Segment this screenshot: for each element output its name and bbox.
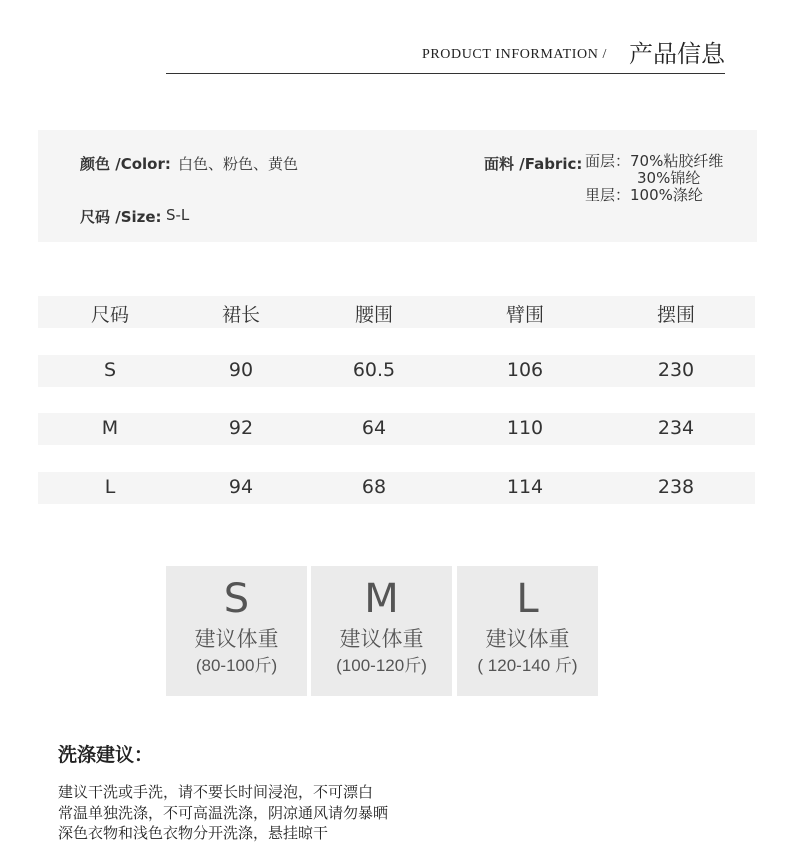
color-value: 白色、粉色、黄色	[178, 155, 299, 173]
color-label: 颜色 /Color:	[80, 155, 171, 173]
table-header-cell: 腰围	[354, 304, 394, 326]
table-cell: 238	[657, 476, 695, 498]
fabric-line: 里层：100%涤纶	[585, 186, 703, 204]
table-cell: 230	[657, 359, 695, 381]
weight-card-m	[311, 566, 452, 696]
weight-card-l	[457, 566, 598, 696]
table-row	[38, 355, 755, 387]
table-cell: M	[101, 417, 119, 439]
table-header-cell: 摆围	[656, 304, 696, 326]
card-label: 建议体重	[194, 627, 279, 651]
size-label: 尺码 /Size:	[80, 208, 162, 226]
table-row	[38, 413, 755, 445]
table-header-cell: 裙长	[221, 304, 261, 326]
table-cell: L	[104, 476, 116, 498]
table-cell: 92	[228, 417, 254, 439]
washing-line: 深色衣物和浅色衣物分开洗涤，悬挂晾干	[58, 824, 329, 842]
table-cell: 234	[657, 417, 695, 439]
product-info-panel	[38, 130, 757, 242]
table-cell: 64	[361, 417, 387, 439]
card-size: S	[223, 576, 250, 622]
section-header	[166, 30, 725, 74]
fabric-label: 面料 /Fabric:	[484, 155, 583, 173]
header-title-cn: 产品信息	[629, 40, 725, 68]
card-range: ( 120-140 斤)	[477, 656, 578, 675]
table-cell: 110	[506, 417, 544, 439]
fabric-details	[585, 153, 723, 204]
card-range: (80-100斤)	[195, 656, 278, 675]
washing-line: 常温单独洗涤，不可高温洗涤，阴凉通风请勿暴晒	[58, 803, 389, 822]
card-label: 建议体重	[339, 627, 424, 651]
table-header-cell: 尺码	[90, 304, 130, 326]
card-size: L	[516, 576, 539, 622]
washing-line: 建议干洗或手洗，请不要长时间浸泡，不可漂白	[58, 783, 374, 801]
card-size: M	[364, 576, 399, 622]
table-cell: 106	[506, 359, 544, 381]
card-range: (100-120斤)	[336, 656, 427, 675]
card-label: 建议体重	[485, 627, 570, 651]
washing-title: 洗涤建议：	[58, 744, 154, 766]
table-cell: S	[103, 359, 117, 381]
size-value: S-L	[166, 206, 190, 224]
table-row	[38, 472, 755, 504]
fabric-line: 30%锦纶	[637, 169, 701, 187]
table-cell: 90	[228, 359, 254, 381]
washing-instructions	[58, 782, 388, 844]
fabric-line: 面层：70%粘胶纤维	[585, 152, 724, 170]
table-cell: 60.5	[352, 359, 396, 381]
header-title-en: PRODUCT INFORMATION /	[421, 47, 607, 62]
table-cell: 114	[506, 476, 544, 498]
weight-card-s	[166, 566, 307, 696]
table-cell: 68	[361, 476, 387, 498]
table-header-row	[38, 296, 755, 328]
table-header-cell: 臂围	[505, 304, 545, 326]
table-cell: 94	[228, 476, 254, 498]
